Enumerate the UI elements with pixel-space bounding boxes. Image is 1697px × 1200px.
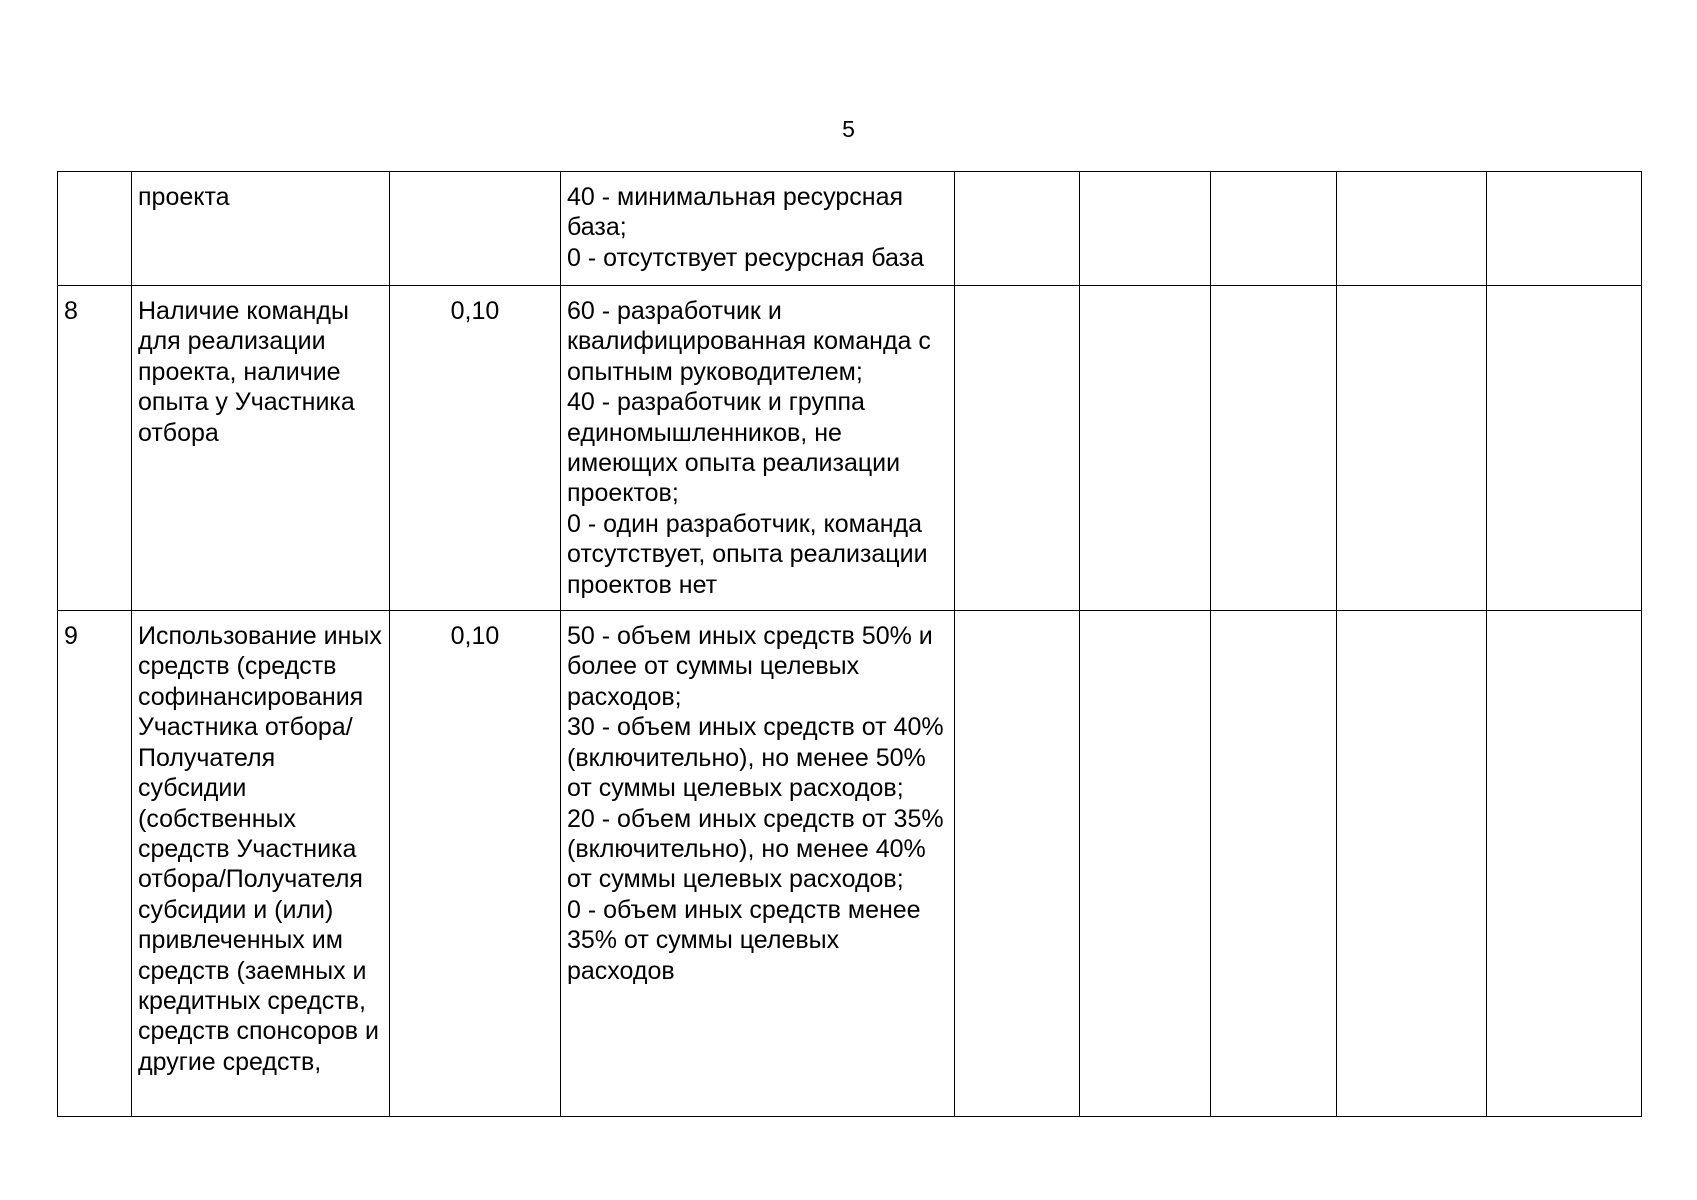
empty-cell bbox=[1337, 611, 1487, 1117]
criteria-table bbox=[57, 171, 1642, 1117]
empty-cell bbox=[1080, 172, 1211, 286]
weight-cell: 0,10 bbox=[390, 611, 561, 1117]
empty-cell bbox=[955, 611, 1080, 1117]
page-number: 5 bbox=[842, 116, 855, 142]
empty-cell bbox=[1211, 286, 1337, 611]
scale-cell: 50 - объем иных средств 50% и более от суммы целевых расходов; 30 - объем иных средств от 40% (включительно), но менее 50% от суммы целевых расходов; 20 - объем иных средств от 35% (включительно), но менее 40% от суммы целевых расходов; 0 - объем иных средств менее 35% от суммы целевых расходов bbox=[561, 611, 955, 1117]
empty-cell bbox=[1487, 611, 1642, 1117]
scale-cell: 40 - минимальная ресурсная база; 0 - отсутствует ресурсная база bbox=[561, 172, 955, 286]
criterion-cell: Наличие команды для реализации проекта, наличие опыта у Участника отбора bbox=[132, 286, 390, 611]
empty-cell bbox=[1337, 286, 1487, 611]
empty-cell bbox=[1337, 172, 1487, 286]
empty-cell bbox=[1487, 172, 1642, 286]
weight-cell bbox=[390, 172, 561, 286]
row-number-cell: 9 bbox=[58, 611, 132, 1117]
table-row bbox=[58, 172, 1642, 286]
criterion-cell: проекта bbox=[132, 172, 390, 286]
scale-cell: 60 - разработчик и квалифицированная команда с опытным руководителем; 40 - разработчик и группа единомышленников, не имеющих опыта реализации проектов; 0 - один разработчик, команда отсутствует, опыта реализации проектов нет bbox=[561, 286, 955, 611]
criterion-cell: Использование иных средств (средств софинансирования Участника отбора/Получателя субсидии (собственных средств Участника отбора/Получателя субсидии и (или) привлеченных им средств (заемных и кредитных средств, средств спонсоров и другие средств, bbox=[132, 611, 390, 1117]
empty-cell bbox=[1080, 286, 1211, 611]
empty-cell bbox=[955, 286, 1080, 611]
empty-cell bbox=[1211, 611, 1337, 1117]
empty-cell bbox=[1080, 611, 1211, 1117]
table-row bbox=[58, 286, 1642, 611]
empty-cell bbox=[955, 172, 1080, 286]
row-number-cell: 8 bbox=[58, 286, 132, 611]
weight-cell: 0,10 bbox=[390, 286, 561, 611]
table-row bbox=[58, 611, 1642, 1117]
empty-cell bbox=[1211, 172, 1337, 286]
empty-cell bbox=[1487, 286, 1642, 611]
row-number-cell bbox=[58, 172, 132, 286]
